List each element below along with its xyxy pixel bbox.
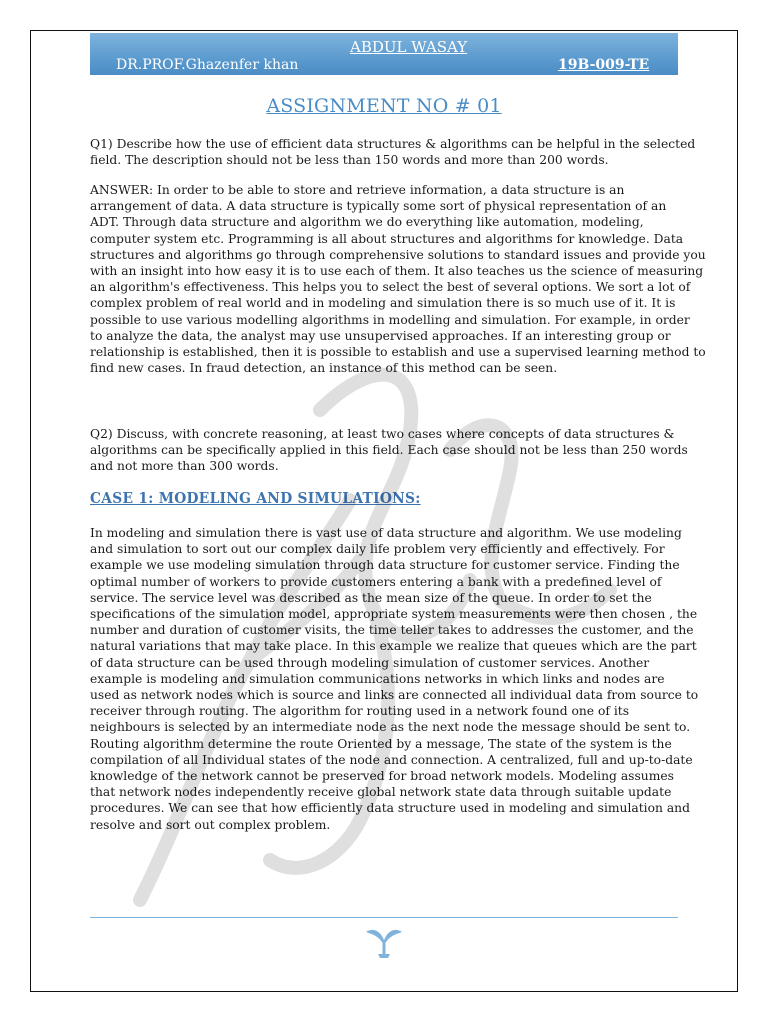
answer-paragraph	[90, 182, 706, 376]
answer-line: computer system etc. Programming is all about structures and algorithms for knowledge. Data	[90, 231, 684, 246]
case-line: used as network nodes which is source and links are connected all individual data from source to	[90, 688, 699, 703]
case-line: that network nodes independently receive global network state data through suitable update	[90, 785, 672, 800]
question-1	[90, 136, 696, 168]
case-line: example is modeling and simulation communications networks in which links and nodes are	[90, 671, 665, 686]
case-line: and simulation to sort out our complex daily life problem very efficiently and effectively. For	[90, 542, 665, 557]
case-line: In modeling and simulation there is vast use of data structure and algorithm. We use modeling	[90, 526, 682, 540]
page-border	[30, 30, 738, 992]
case-line: natural variations that may take place. In this example we realize that queues which are the part	[90, 639, 697, 654]
case-line: service. The service level was described as the mean size of the queue. In order to set the	[90, 590, 652, 605]
case-line: example we use modeling simulation through data structure for customer service. Finding the	[90, 558, 680, 573]
case-line: compilation of all Individual states of the node and connection. A centralized, full and up-to-date	[90, 752, 693, 767]
q2-line: Q2) Discuss, with concrete reasoning, at least two cases where concepts of data structures &	[90, 427, 675, 441]
q1-line: field. The description should not be less than 150 words and more than 200 words.	[90, 153, 609, 168]
header-professor: DR.PROF.Ghazenfer khan	[116, 57, 299, 73]
case-1-heading: CASE 1: MODELING AND SIMULATIONS:	[90, 489, 421, 507]
answer-line: ANSWER: In order to be able to store and retrieve information, a data structure is an	[90, 183, 625, 197]
answer-line: possible to use various modelling algorithms in modelling and simulation. For example, in order	[90, 312, 690, 327]
answer-line: structures and algorithms go through comprehensive solutions to standard issues and provide you	[90, 247, 706, 262]
q1-line: Q1) Describe how the use of efficient data structures & algorithms can be helpful in the selected	[90, 137, 696, 151]
assignment-title: ASSIGNMENT NO # 01	[266, 95, 502, 117]
case-1-paragraph	[90, 525, 699, 833]
header-student-name: ABDUL WASAY	[350, 38, 468, 56]
case-line: resolve and sort out complex problem.	[90, 817, 331, 832]
case-line: Routing algorithm determine the route Oriented by a message, The state of the system is the	[90, 736, 672, 751]
answer-line: complex problem of real world and in modeling and simulation there is so much use of it. It is	[90, 296, 676, 311]
case-line: neighbours is selected by an intermediate node as the next node the message should be sent to.	[90, 720, 691, 735]
ornament-icon	[364, 924, 404, 960]
case-line: of data structure can be used through modeling simulation of customer services. Another	[90, 655, 650, 670]
answer-line: find new cases. In fraud detection, an instance of this method can be seen.	[90, 361, 558, 376]
answer-line: arrangement of data. A data structure is typically some sort of physical representation of an	[90, 199, 667, 214]
case-line: knowledge of the network cannot be preserved for broad network models. Modeling assumes	[90, 769, 674, 784]
header-student-id: 19B-009-TE	[558, 57, 650, 73]
answer-line: with an insight into how easy it is to use each of them. It also teaches us the science of measuring	[90, 264, 704, 279]
footer-divider	[90, 917, 678, 918]
q2-line: algorithms can be specifically applied in this field. Each case should not be less than 250 words	[90, 443, 688, 458]
case-line: procedures. We can see that how efficiently data structure used in modeling and simulation and	[90, 801, 690, 816]
q2-line: and not more than 300 words.	[90, 459, 279, 474]
answer-line: ADT. Through data structure and algorithm we do everything like automation, modeling,	[90, 215, 644, 230]
case-line: number and duration of customer visits, the time teller takes to addresses the customer, and the	[90, 623, 694, 638]
case-line: optimal number of workers to provide customers entering a bank with a predefined level of	[90, 574, 662, 589]
question-2	[90, 426, 688, 475]
case-line: specifications of the simulation model, appropriate system measurements were then chosen , the	[90, 607, 698, 622]
answer-line: to analyze the data, the analyst may use unsupervised approaches. If an interesting group or	[90, 328, 671, 343]
case-line: receiver through routing. The algorithm for routing used in a network found one of its	[90, 704, 630, 719]
answer-line: relationship is established, then it is possible to establish and use a supervised learning method to	[90, 345, 706, 360]
answer-line: an algorithm's effectiveness. This helps you to select the best of several options. We sort a lot of	[90, 280, 691, 295]
